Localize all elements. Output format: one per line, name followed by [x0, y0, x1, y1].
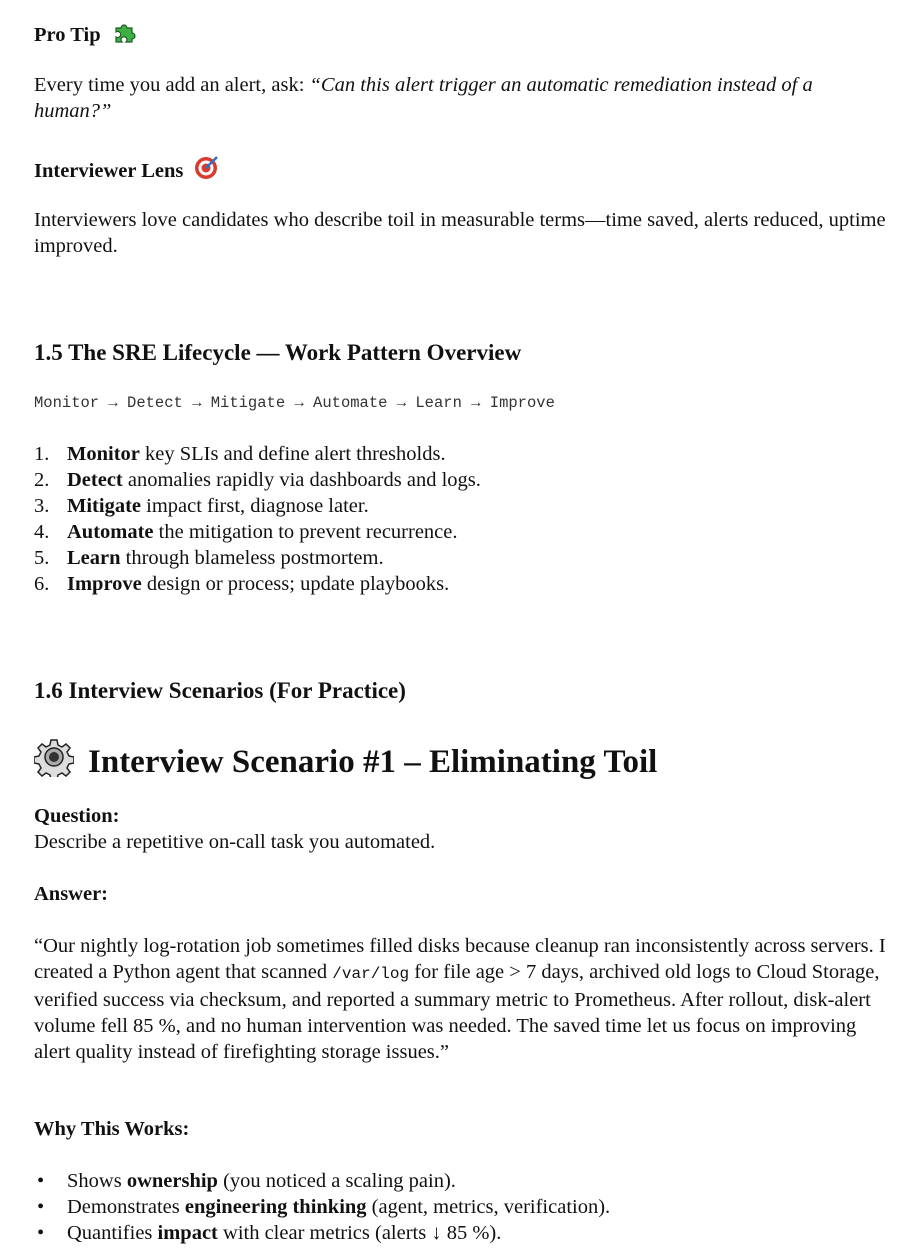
list-item: 6. Improve design or process; update playbooks.: [34, 573, 450, 595]
list-item: • Shows ownership (you noticed a scaling pain).: [37, 1170, 456, 1192]
list-item: 2. Detect anomalies rapidly via dashboards and logs.: [34, 469, 481, 491]
question-label: Question:: [34, 805, 120, 827]
lifecycle-steps: [0, 441, 887, 597]
section-heading-1-6: 1.6 Interview Scenarios (For Practice): [34, 678, 406, 703]
list-item: 3. Mitigate impact first, diagnose later.: [34, 495, 369, 517]
interviewer-lens-heading: Interviewer Lens: [34, 154, 887, 187]
puzzle-piece-icon: [112, 20, 136, 51]
answer-text: “Our nightly log-rotation job sometimes filled disks because cleanup ran inconsistently across servers. I created a Python agent that scanned /var/log for file age > 7 days, archived old logs to Cloud Storage, verified success via checksum, and reported a summary metric to Prometheus. After rollout, disk-alert volume fell 85 %, and no human intervention was needed. The saved time let us focus on improving alert quality instead of firefighting storage issues.”: [34, 935, 886, 1063]
pro-tip-heading: Pro Tip: [34, 20, 887, 51]
list-item: • Quantifies impact with clear metrics (alerts ↓ 85 %).: [37, 1222, 502, 1244]
list-item: 4. Automate the mitigation to prevent recurrence.: [34, 521, 458, 543]
gear-icon: [34, 737, 74, 787]
list-item: 5. Learn through blameless postmortem.: [34, 547, 384, 569]
question-text: Describe a repetitive on-call task you automated.: [34, 831, 436, 853]
answer-label: Answer:: [34, 883, 109, 905]
list-item: • Demonstrates engineering thinking (agent, metrics, verification).: [37, 1196, 611, 1218]
list-item: 1. Monitor key SLIs and define alert thresholds.: [34, 443, 446, 465]
lifecycle-flow: Monitor → Detect → Mitigate → Automate → Learn → Improve: [34, 394, 555, 412]
why-bullets: [0, 1168, 887, 1246]
section-heading-1-5: 1.5 The SRE Lifecycle — Work Pattern Overview: [34, 340, 522, 365]
interviewer-lens-text: Interviewers love candidates who describe toil in measurable terms—time saved, alerts reduced, uptime improved.: [34, 209, 886, 257]
why-label: Why This Works:: [34, 1118, 190, 1140]
scenario-title: Interview Scenario #1 – Eliminating Toil: [34, 737, 887, 787]
pro-tip-text: Every time you add an alert, ask: “Can this alert trigger an automatic remediation instead of a human?”: [34, 74, 813, 122]
target-icon: [194, 154, 220, 187]
